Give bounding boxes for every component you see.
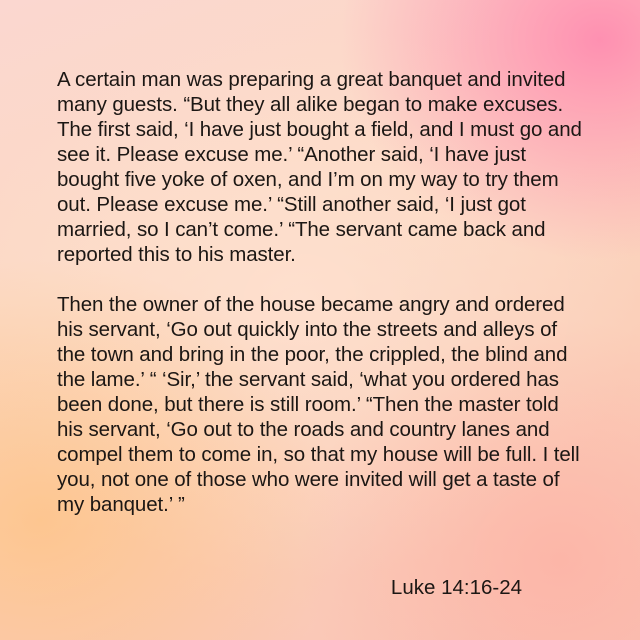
scripture-passage — [57, 67, 587, 517]
passage-paragraph-1: A certain man was preparing a great banquet and invited many guests. “But they all alike began to make excuses. The first said, ‘I have just bought a field, and I must go and see it. Please excuse me.’ “Another said, ‘I have just bought five yoke of oxen, and I’m on my way to try them out. Please excuse me.’ “Still another said, ‘I just got married, so I can’t come.’ “The servant came back and reported this to his master. — [57, 68, 582, 266]
passage-paragraph-2: Then the owner of the house became angry and ordered his servant, ‘Go out quickly into the streets and alleys of the town and bring in the poor, the crippled, the blind and the lame.’ “ ‘Sir,’ the servant said, ‘what you ordered has been done, but there is still room.’ “Then the master told his servant, ‘Go out to the roads and country lanes and compel them to come in, so that my house will be full. I tell you, not one of those who were invited will get a taste of my banquet.’ ” — [57, 293, 580, 516]
scripture-reference: Luke 14:16-24 — [390, 576, 522, 599]
